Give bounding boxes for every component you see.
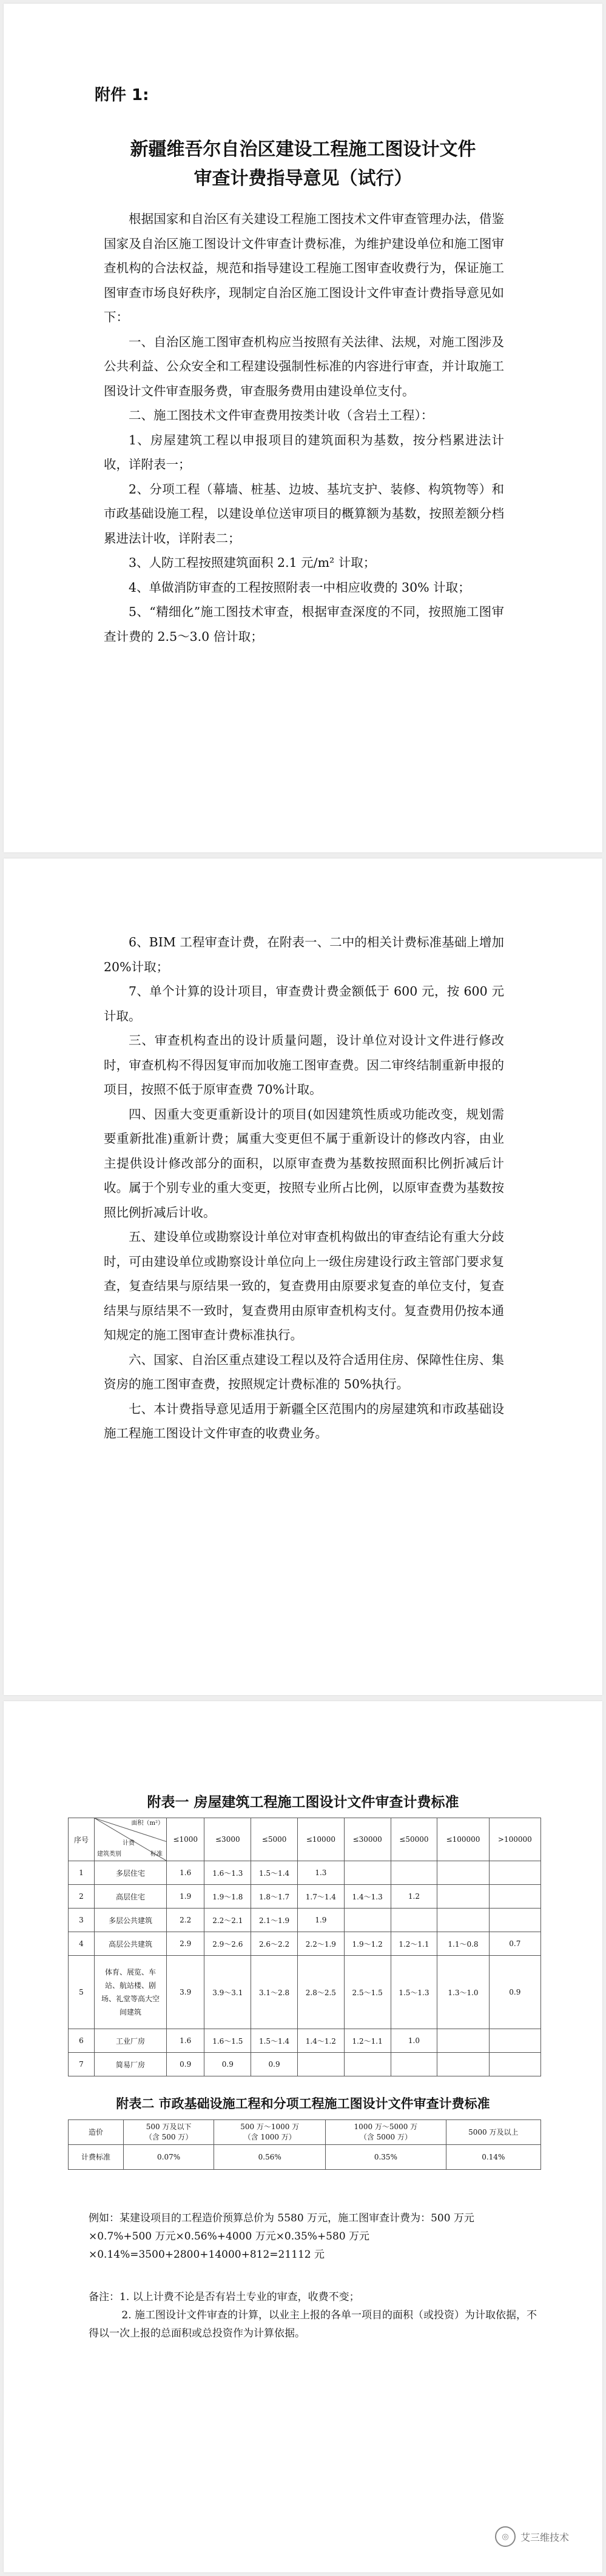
- col-header: ≤50000: [391, 1818, 437, 1861]
- cell: [489, 2029, 540, 2053]
- cell-seq: 4: [69, 1932, 95, 1956]
- cell: [344, 2053, 391, 2076]
- document-subtitle: 审查计费指导意见（试行）: [194, 168, 412, 189]
- cell: 1.8～1.7: [251, 1885, 298, 1909]
- cell: 1.9: [297, 1909, 344, 1932]
- cell: 3.9: [167, 1956, 204, 2029]
- cell-type: 简易厂房: [95, 2053, 167, 2076]
- cell: 1.3: [297, 1861, 344, 1885]
- cell: 0.9: [204, 2053, 251, 2076]
- cell: 2.8～2.5: [297, 1956, 344, 2029]
- annex-label: 附件 1:: [95, 86, 149, 104]
- table1-title: 附表一 房屋建筑工程施工图设计文件审查计费标准: [147, 1795, 459, 1810]
- cell: 0.35%: [326, 2145, 446, 2170]
- col-header: ≤100000: [437, 1818, 489, 1861]
- cell-type: 多层住宅: [95, 1861, 167, 1885]
- col-header: [446, 2120, 540, 2145]
- cell: 0.9: [489, 1956, 540, 2029]
- paragraph: 五、建设单位或勘察设计单位对审查机构做出的审查结论有重大分歧时，可由建设单位或勘察设计单位向上一级住房建设行政主管部门要求复查，复查结果与原结果一致的，复查费用由原要求复查的单位支付，复查结果与原结果不一致时，复查费用由原审查机构支付。复查费用仍按本通知规定的施工图审查计费标准执行。: [104, 1229, 504, 1342]
- cell-seq: 3: [69, 1909, 95, 1932]
- corner-label-type: 建筑类别: [97, 1851, 121, 1858]
- cell: 1.2～1.1: [344, 2029, 391, 2053]
- col-seq-header: 序号: [69, 1818, 95, 1861]
- table-row: [69, 2029, 541, 2053]
- col-header: ≤1000: [167, 1818, 204, 1861]
- cell-seq: 1: [69, 1861, 95, 1885]
- col-header: [214, 2120, 326, 2145]
- table2-title: 附表二 市政基础设施工程和分项工程施工图设计文件审查计费标准: [116, 2096, 490, 2111]
- cell: [391, 1861, 437, 1885]
- paragraph: 2、分项工程（幕墙、桩基、边坡、基坑支护、装修、构筑物等）和市政基础设施工程，以建设单位送审项目的概算额为基数，按照差额分档累进法计收，详附表二；: [104, 481, 504, 546]
- wechat-icon: ◎: [495, 2526, 516, 2547]
- cell: 1.7～1.4: [297, 1885, 344, 1909]
- cell-type: 工业厂房: [95, 2029, 167, 2053]
- calculation-example: 例如：某建设项目的工程造价预算总价为 5580 万元，施工图审查计费为：500 万元×0.7%+500 万元×0.56%+4000 万元×0.35%+580 万元×0.14%=3500+2800+14000+812=21112 元: [89, 2212, 474, 2261]
- cell-type: 高层住宅: [95, 1885, 167, 1909]
- cell-seq: 6: [69, 2029, 95, 2053]
- header-line: （含 5000 万）: [359, 2133, 412, 2141]
- cell: 1.6: [167, 2029, 204, 2053]
- paragraph: 3、人防工程按照建筑面积 2.1 元/m² 计取；: [129, 555, 376, 570]
- table-row: [69, 1861, 541, 1885]
- table-row: [69, 2145, 541, 2170]
- header-line: 500 万～1000 万: [240, 2123, 300, 2131]
- cell-type: 体育、展览、车站、航站楼、剧场、礼堂等高大空间建筑: [95, 1956, 167, 2029]
- cell: 0.07%: [124, 2145, 214, 2170]
- row-label: 计费标准: [69, 2145, 124, 2170]
- cell: 1.9～1.2: [344, 1932, 391, 1956]
- document-title: 新疆维吾尔自治区建设工程施工图设计文件: [130, 139, 476, 160]
- cell: [344, 1909, 391, 1932]
- cell: [437, 1885, 489, 1909]
- note-2: 2. 施工图设计文件审查的计算，以业主上报的各单一项目的面积（或投资）为计取依据，不得以一次上报的总面积或总投资作为计算依据。: [89, 2309, 537, 2340]
- cell: 1.6～1.3: [204, 1861, 251, 1885]
- table-row: [69, 1885, 541, 1909]
- cell: 1.2: [391, 1885, 437, 1909]
- document-page-1: [4, 4, 602, 852]
- cell: 1.5～1.4: [251, 2029, 298, 2053]
- paragraph: 1、房屋建筑工程以申报项目的建筑面积为基数，按分档累进法计收，详附表一；: [104, 432, 504, 472]
- cell: 2.5～1.5: [344, 1956, 391, 2029]
- cell: 1.6～1.5: [204, 2029, 251, 2053]
- col-header: [124, 2120, 214, 2145]
- cell: 1.9～1.8: [204, 1885, 251, 1909]
- cell: 1.6: [167, 1861, 204, 1885]
- page1-body: [104, 207, 504, 649]
- row-label: 造价: [69, 2120, 124, 2145]
- paragraph: 7、单个计算的设计项目，审查费计费金额低于 600 元，按 600 元计取。: [104, 984, 504, 1023]
- col-header: ≤3000: [204, 1818, 251, 1861]
- cell: [489, 1861, 540, 1885]
- header-line: 1000 万～5000 万: [354, 2123, 418, 2131]
- table-row: [69, 2053, 541, 2076]
- cell: 2.6～2.2: [251, 1932, 298, 1956]
- col-header: ≤5000: [251, 1818, 298, 1861]
- cell: [437, 2029, 489, 2053]
- notes: [89, 2288, 537, 2343]
- cell-seq: 5: [69, 1956, 95, 2029]
- cell: [489, 1885, 540, 1909]
- cell: 2.9～2.6: [204, 1932, 251, 1956]
- cell: [437, 1861, 489, 1885]
- cell: [489, 2053, 540, 2076]
- cell: 2.2: [167, 1909, 204, 1932]
- cell: 2.9: [167, 1932, 204, 1956]
- cell-seq: 2: [69, 1885, 95, 1909]
- cell: [489, 1909, 540, 1932]
- cell: 3.9～3.1: [204, 1956, 251, 2029]
- corner-label-standard: 标准: [150, 1851, 163, 1858]
- cell-type: 多层公共建筑: [95, 1909, 167, 1932]
- cell: 0.7: [489, 1932, 540, 1956]
- col-header: ≤30000: [344, 1818, 391, 1861]
- corner-label-area: 面积（m²）: [131, 1820, 164, 1827]
- paragraph: 二、施工图技术文件审查费用按类计收（含岩土工程）：: [129, 408, 434, 423]
- cell: [391, 2053, 437, 2076]
- cell: 0.9: [251, 2053, 298, 2076]
- cell-type: 高层公共建筑: [95, 1932, 167, 1956]
- paragraph: 一、自治区施工图审查机构应当按照有关法律、法规，对施工图涉及公共利益、公众安全和工程建设强制性标准的内容进行审查，并计取施工图设计文件审查服务费，审查服务费用由建设单位支付。: [104, 334, 504, 398]
- note-1: 1. 以上计费不论是否有岩土专业的审查，收费不变；: [120, 2291, 360, 2303]
- cell: 1.3～1.0: [437, 1956, 489, 2029]
- paragraph: 四、因重大变更重新设计的项目(如因建筑性质或功能改变，规划需要重新批准)重新计费；属重大变更但不属于重新设计的修改内容，由业主提供设计修改部分的面积，以原审查费为基数按照面积比例折减后计收。属于个别专业的重大变更，按照专业所占比例，以原审查费为基数按照比例折减后计收。: [104, 1106, 504, 1220]
- notes-label: 备注：: [89, 2291, 120, 2303]
- cell: [344, 1861, 391, 1885]
- paragraph: 6、BIM 工程审查计费，在附表一、二中的相关计费标准基础上增加 20%计取；: [104, 935, 504, 974]
- header-line: （含 1000 万）: [243, 2133, 296, 2141]
- header-line: 500 万及以下: [146, 2123, 192, 2131]
- paragraph: 三、审查机构查出的设计质量问题，设计单位对设计文件进行修改时，审查机构不得因复审而加收施工图审查费。因二审终结制重新申报的项目，按照不低于原审查费 70%计取。: [104, 1033, 504, 1097]
- cell: 0.9: [167, 2053, 204, 2076]
- cell: 1.0: [391, 2029, 437, 2053]
- paragraph: 5、“精细化”施工图技术审查，根据审查深度的不同，按照施工图审查计费的 2.5～3.0 倍计取；: [104, 604, 504, 644]
- cell: 0.14%: [446, 2145, 540, 2170]
- paragraph: 七、本计费指导意见适用于新疆全区范围内的房屋建筑和市政基础设施工程施工图设计文件审查的收费业务。: [104, 1401, 504, 1440]
- header-line: 5000 万及以上: [468, 2127, 519, 2136]
- col-header: [326, 2120, 446, 2145]
- cell: [391, 1909, 437, 1932]
- cell: 1.5～1.3: [391, 1956, 437, 2029]
- document-page-2: [4, 858, 602, 1695]
- paragraph: 六、国家、自治区重点建设工程以及符合适用住房、保障性住房、集资房的施工图审查费，按照规定计费标准的 50%执行。: [104, 1352, 504, 1391]
- header-line: （含 500 万）: [144, 2133, 193, 2141]
- cell: 2.2～1.9: [297, 1932, 344, 1956]
- cell-seq: 7: [69, 2053, 95, 2076]
- col-header: ≤10000: [297, 1818, 344, 1861]
- corner-label-fee: 计费: [123, 1840, 135, 1847]
- table-row: [69, 1909, 541, 1932]
- document-page-3: [4, 1701, 602, 2572]
- cell: 1.5～1.4: [251, 1861, 298, 1885]
- cell: 3.1～2.8: [251, 1956, 298, 2029]
- cell: 0.56%: [214, 2145, 326, 2170]
- cell: 1.9: [167, 1885, 204, 1909]
- paragraph: 根据国家和自治区有关建设工程施工图技术文件审查管理办法，借鉴国家及自治区施工图设计文件审查计费标准，为维护建设单位和施工图审查机构的合法权益，规范和指导建设工程施工图审查收费行为，保证施工图审查市场良好秩序，现制定自治区施工图设计文件审查计费指导意见如下：: [104, 212, 504, 324]
- cell: 1.1～0.8: [437, 1932, 489, 1956]
- cell: [437, 2053, 489, 2076]
- watermark-text: 艾三维技术: [520, 2531, 569, 2543]
- cell: 2.1～1.9: [251, 1909, 298, 1932]
- fee-table-municipal: [68, 2119, 541, 2170]
- cell: 1.2～1.1: [391, 1932, 437, 1956]
- table-row: [69, 1932, 541, 1956]
- cell: 1.4～1.2: [297, 2029, 344, 2053]
- diagonal-header-cell: [95, 1818, 167, 1861]
- table-row: [69, 2120, 541, 2145]
- fee-table-buildings: [68, 1818, 541, 2076]
- page2-body: [104, 930, 504, 1446]
- table-row: [69, 1956, 541, 2029]
- watermark: [495, 2526, 569, 2547]
- cell: [437, 1909, 489, 1932]
- cell: 2.2～2.1: [204, 1909, 251, 1932]
- paragraph: 4、单做消防审查的工程按照附表一中相应收费的 30% 计取；: [129, 580, 471, 595]
- col-header: >100000: [489, 1818, 540, 1861]
- cell: 1.4～1.3: [344, 1885, 391, 1909]
- cell: [297, 2053, 344, 2076]
